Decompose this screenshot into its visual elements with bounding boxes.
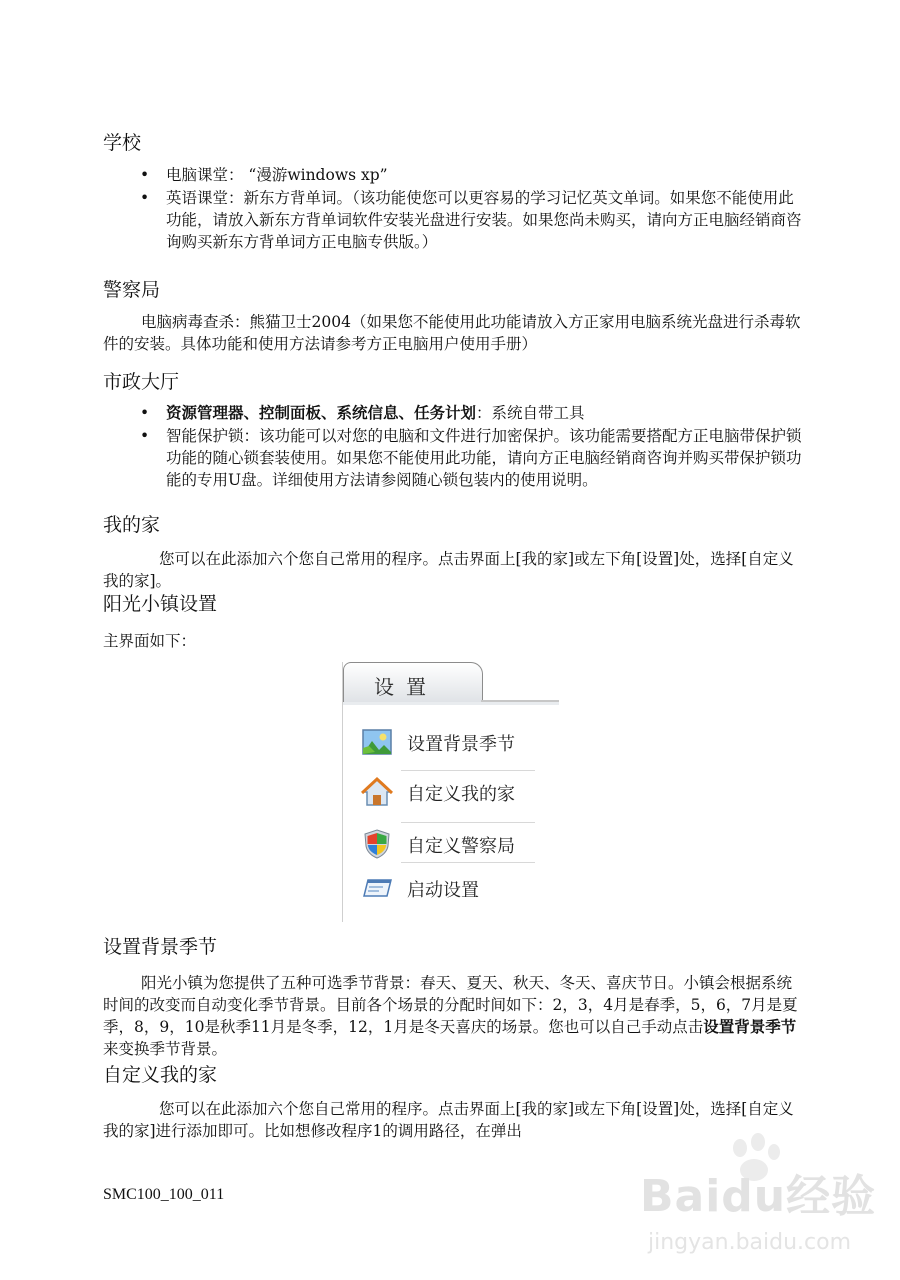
tab-shadow xyxy=(343,702,559,705)
watermark-brand: Baidu经验 xyxy=(640,1171,877,1222)
menu-item-custom-home[interactable] xyxy=(355,770,555,814)
background-season-paragraph xyxy=(103,972,803,1060)
city-hall-bullet-2: 智能保护锁：该功能可以对您的电脑和文件进行加密保护。该功能需要搭配方正电脑带保护锁功能的随心锁套装使用。如果您不能使用此功能，请向方正电脑经销商咨询并购买带保护锁功能的专用U盘。详细使用方法请参阅随心锁包装内的使用说明。 xyxy=(166,427,802,489)
menu-item-label: 设置背景季节 xyxy=(407,734,515,755)
my-home-paragraph: 您可以在此添加六个您自己常用的程序。点击界面上[我的家]或左下角[设置]处，选择[自定义我的家]。 xyxy=(103,550,794,590)
divider xyxy=(401,862,535,863)
heading-sunshine-town: 阳光小镇设置 xyxy=(103,593,218,615)
tab-settings[interactable] xyxy=(343,662,483,703)
heading-city-hall: 市政大厅 xyxy=(103,371,180,393)
heading-school: 学校 xyxy=(103,132,142,154)
bullet-dot: • xyxy=(140,189,150,207)
heading-police: 警察局 xyxy=(103,279,161,301)
background-season-text-2: 来变换季节背景。 xyxy=(103,1040,228,1058)
heading-custom-home: 自定义我的家 xyxy=(103,1064,218,1086)
menu-item-label: 启动设置 xyxy=(407,880,479,901)
watermark-url: jingyan.baidu.com xyxy=(648,1230,852,1255)
sunshine-intro: 主界面如下： xyxy=(103,632,197,650)
bullet-dot: • xyxy=(140,404,150,422)
police-paragraph: 电脑病毒查杀：熊猫卫士2004（如果您不能使用此功能请放入方正家用电脑系统光盘进行杀毒软件的安装。具体功能和使用方法请参考方正电脑用户使用手册） xyxy=(103,313,801,353)
menu-item-label: 自定义我的家 xyxy=(407,784,515,805)
school-bullet-1: 电脑课堂： “漫游windows xp” xyxy=(166,166,388,184)
shield-icon xyxy=(361,828,393,860)
startup-window-icon xyxy=(361,872,393,904)
school-bullet-2: 英语课堂：新东方背单词。（该功能使您可以更容易的学习记忆英文单词。如果您不能使用此功能，请放入新东方背单词软件安装光盘进行安装。如果您尚未购买，请向方正电脑经销商咨询购买新东方背单词方正电脑专供版。） xyxy=(166,189,802,251)
background-season-text-1: 阳光小镇为您提供了五种可选季节背景：春天、夏天、秋天、冬天、喜庆节日。小镇会根据系统时间的改变而自动变化季节背景。目前各个场景的分配时间如下：2，3，4月是春季，5，6，7月是夏季，8，9，10是秋季11月是冬季，12，1月是冬天喜庆的场景。您也可以自己手动点击 xyxy=(103,974,798,1036)
bullet-dot: • xyxy=(140,427,150,445)
menu-item-custom-police[interactable] xyxy=(355,822,555,866)
menu-item-label: 自定义警察局 xyxy=(407,836,515,857)
baidu-watermark xyxy=(640,1140,880,1270)
city-hall-tools-rest: ：系统自带工具 xyxy=(476,404,585,422)
footer-code: SMC100_100_011 xyxy=(103,1186,225,1203)
house-icon xyxy=(361,776,393,808)
menu-item-background-season[interactable] xyxy=(355,720,555,764)
landscape-picture-icon xyxy=(361,726,393,758)
tab-settings-label: 设置 xyxy=(374,675,438,699)
background-season-bold: 设置背景季节 xyxy=(703,1017,797,1036)
bullet-dot: • xyxy=(140,166,150,184)
city-hall-tools-bold: 资源管理器、控制面板、系统信息、任务计划 xyxy=(166,403,477,422)
menu-item-startup-settings[interactable] xyxy=(355,866,555,910)
custom-home-paragraph: 您可以在此添加六个您自己常用的程序。点击界面上[我的家]或左下角[设置]处，选择[自定义我的家]进行添加即可。比如想修改程序1的调用路径，在弹出 xyxy=(103,1100,794,1140)
heading-background-season: 设置背景季节 xyxy=(103,936,218,958)
heading-my-home: 我的家 xyxy=(103,514,161,536)
city-hall-bullet-1 xyxy=(166,402,806,424)
settings-panel xyxy=(342,662,559,922)
